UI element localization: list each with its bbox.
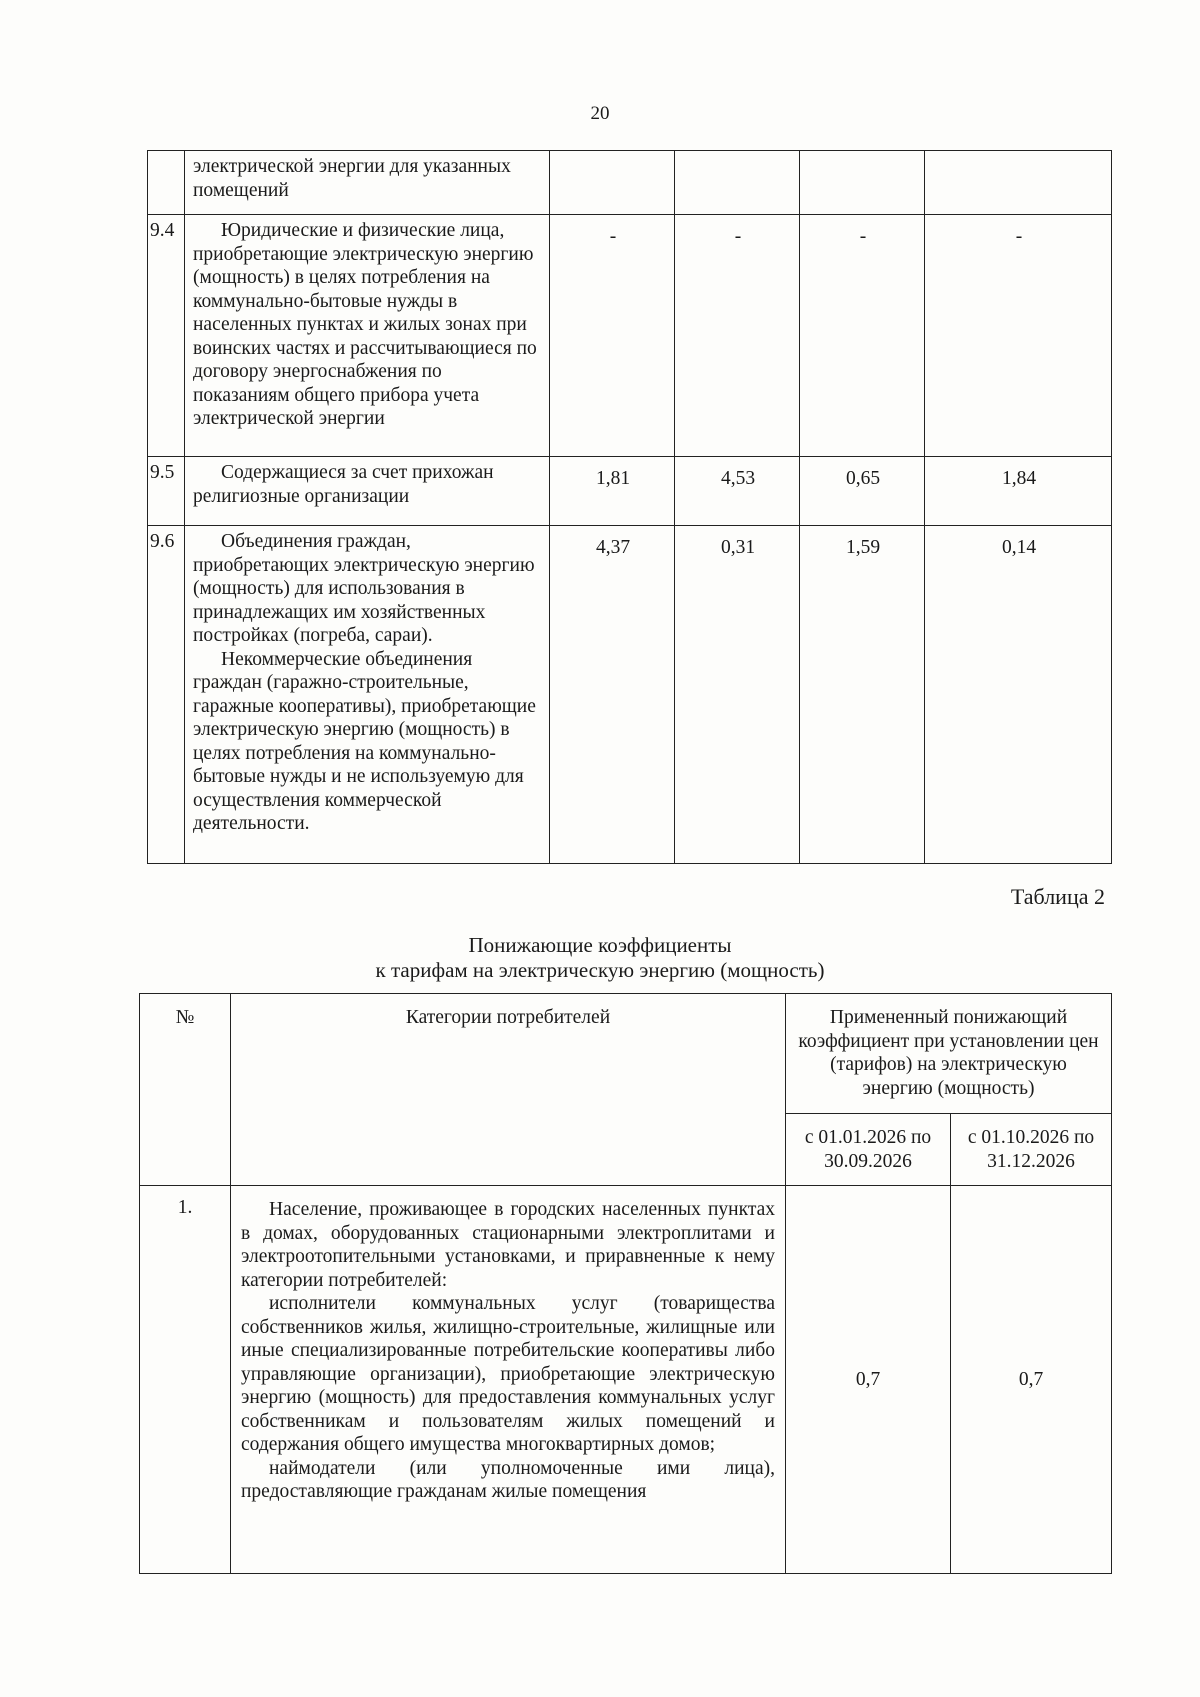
table-row <box>148 215 1112 457</box>
coefficient-value: 0,7 <box>786 1186 951 1574</box>
row-value: 4,37 <box>550 526 675 864</box>
row-description: Юридические и физические лица, приобретающие электрическую энергию (мощность) в целях потребления на коммунально-бытовые нужды в населенных пунктах и жилых зонах при воинских частях и рассчитывающиеся по договору энергоснабжения по показаниям общего прибора учета электрической энергии <box>185 215 550 457</box>
row-value <box>800 151 925 215</box>
row-value: - <box>800 215 925 457</box>
row-number: 9.6 <box>148 526 185 864</box>
row-value <box>550 151 675 215</box>
table-header-row <box>140 994 1112 1114</box>
header-period: с 01.10.2026 по 31.12.2026 <box>951 1114 1112 1186</box>
header-period: с 01.01.2026 по 30.09.2026 <box>786 1114 951 1186</box>
category-paragraph: наймодатели (или уполномоченные ими лица), предоставляющие гражданам жилые помещения <box>241 1457 775 1502</box>
table-row <box>148 457 1112 526</box>
row-number: 9.4 <box>148 215 185 457</box>
row-value <box>925 151 1112 215</box>
table-title-line: к тарифам на электрическую энергию (мощность) <box>375 958 825 982</box>
header-categories: Категории потребителей <box>231 994 786 1186</box>
table-row <box>148 526 1112 864</box>
row-description: Содержащиеся за счет прихожан религиозные организации <box>185 457 550 526</box>
row-value: 0,31 <box>675 526 800 864</box>
page-number: 20 <box>590 103 610 124</box>
category-paragraph: исполнители коммунальных услуг (товарищества собственников жилья, жилищно-строительные, жилищные или иные специализированные потребительские кооперативы либо управляющие организации), приобретающие электрическую энергию (мощность) для предоставления коммунальных услуг собственникам и пользователям жилых помещений и содержания общего имущества многоквартирных домов; <box>241 1293 775 1455</box>
row-category <box>231 1186 786 1574</box>
row-number <box>148 151 185 215</box>
row-value: 1,59 <box>800 526 925 864</box>
row-value: 0,65 <box>800 457 925 526</box>
tariff-table-continuation <box>147 150 1112 864</box>
table-row <box>148 151 1112 215</box>
row-value: - <box>925 215 1112 457</box>
header-coefficient: Примененный понижающий коэффициент при установлении цен (тарифов) на электрическую энергию (мощность) <box>786 994 1112 1114</box>
row-value: 1,84 <box>925 457 1112 526</box>
table-caption: Таблица 2 <box>1010 884 1105 909</box>
row-value: 4,53 <box>675 457 800 526</box>
row-value: - <box>675 215 800 457</box>
row-number: 1. <box>140 1186 231 1574</box>
row-value <box>675 151 800 215</box>
row-value: 0,14 <box>925 526 1112 864</box>
row-number: 9.5 <box>148 457 185 526</box>
reduction-coefficients-table <box>139 993 1112 1574</box>
row-value: - <box>550 215 675 457</box>
row-value: 1,81 <box>550 457 675 526</box>
table-title <box>0 933 1200 983</box>
coefficient-value: 0,7 <box>951 1186 1112 1574</box>
category-paragraph: Население, проживающее в городских населенных пунктах в домах, оборудованных стационарными электроплитами и электроотопительными установками, и приравненные к нему категории потребителей: <box>241 1199 775 1291</box>
header-number: № <box>140 994 231 1186</box>
table-title-line: Понижающие коэффициенты <box>468 933 732 957</box>
table-row <box>140 1186 1112 1574</box>
row-description: электрической энергии для указанных помещений <box>185 151 550 215</box>
row-description: Объединения граждан, приобретающих электрическую энергию (мощность) для использования в принадлежащих им хозяйственных постройках (погреба, сараи). Некоммерческие объединения граждан (гаражно-строительные, гаражные кооперативы), приобретающие электрическую энергию (мощность) в целях потребления на коммунально-бытовые нужды и не используемую для осуществления коммерческой деятельности. <box>185 526 550 864</box>
